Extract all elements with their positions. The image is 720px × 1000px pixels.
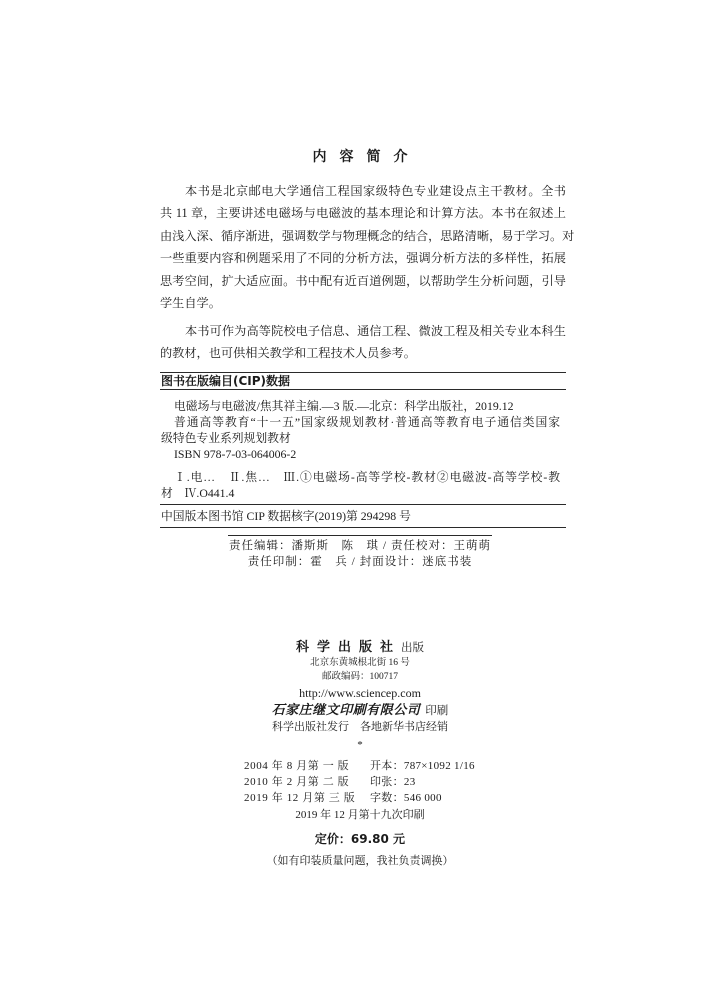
cip-line: 级特色专业系列规划教材 [161,431,291,445]
summary-paragraph-1 [160,180,575,314]
edition-table [244,758,475,806]
cip-bottom-rule [160,527,566,528]
summary-line: 由浅入深、循序渐进，强调数学与物理概念的结合，思路清晰，易于学习。对 [160,228,575,243]
publisher-url: http://www.sciencep.com [299,686,421,700]
edition-date: 2004 年 8 月第 一 版 [244,760,350,772]
cip-line: Ⅰ.电… Ⅱ.焦… Ⅲ.①电磁场-高等学校-教材②电磁波-高等学校-教 [174,470,560,484]
cip-entry [161,398,560,462]
cip-classification [161,469,560,501]
cip-isbn: ISBN 978-7-03-064006-2 [174,447,297,461]
summary-line: 本书可作为高等院校电子信息、通信工程、微波工程及相关专业本科生 [185,324,566,338]
cip-heading: 图书在版编目(CIP)数据 [161,374,291,388]
edition-row [244,790,475,806]
summary-line: 本书是北京邮电大学通信工程国家级特色专业建设点主干教材。全书 [185,184,566,198]
section-separator: * [357,739,363,751]
staff-credits [0,538,720,570]
edition-spec: 印张：23 [370,776,416,788]
summary-line: 一些重要内容和例题采用了不同的分析方法，强调分析方法的多样性，拓展 [160,251,566,266]
credits-line: 责任编辑：潘斯斯 陈 琪 / 责任校对：王萌萌 [229,540,491,552]
summary-line: 共 11 章，主要讲述电磁场与电磁波的基本理论和计算方法。本书在叙述上 [160,206,566,221]
cip-line: 普通高等教育“十一五”国家级规划教材·普通高等教育电子通信类国家 [174,415,560,429]
cip-record-top-rule [160,504,566,505]
cip-line: 材 Ⅳ.O441.4 [161,486,235,500]
cip-line: 电磁场与电磁波/焦其祥主编.—3 版.—北京：科学出版社，2019.12 [174,399,514,413]
edition-row [244,774,475,790]
summary-title: 内容简介 [312,149,421,165]
summary-line: 学生自学。 [160,295,221,310]
edition-spec: 字数：546 000 [370,792,442,804]
cip-top-rule [160,372,566,373]
printing-info: 2019 年 12 月第十九次印刷 [295,809,425,821]
credits-line: 责任印制：霍 兵 / 封面设计：迷底书装 [247,556,473,568]
edition-date: 2010 年 2 月第 二 版 [244,776,350,788]
summary-line: 的教材，也可供相关教学和工程技术人员参考。 [160,346,416,361]
edition-spec: 开本：787×1092 1/16 [370,760,475,772]
price: 定价：69.80 元 [314,832,406,846]
edition-date: 2019 年 12 月第 三 版 [244,792,356,804]
publisher-suffix: 出版 [401,642,424,654]
cip-heading-rule [160,389,566,390]
publisher-name: 科学出版社 [295,639,401,654]
summary-line: 思考空间，扩大适应面。书中配有近百道例题，以帮助学生分析问题，引导 [160,273,566,288]
cip-record: 中国版本图书馆 CIP 数据核字(2019)第 294298 号 [161,509,411,523]
publisher-line [0,639,720,655]
quality-notice: （如有印装质量问题，我社负责调换） [266,855,454,867]
publisher-address: 北京东黄城根北街 16 号 [310,658,410,668]
printer-line [0,702,720,718]
printer-name: 石家庄继文印刷有限公司 [271,702,421,717]
edition-row [244,758,475,774]
publisher-postcode: 邮政编码：100717 [321,672,398,682]
cip-record-block [161,508,560,524]
distribution-line: 科学出版社发行 各地新华书店经销 [272,721,448,733]
summary-paragraph-2 [160,320,566,365]
printer-suffix: 印刷 [425,705,449,717]
credits-rule [228,535,492,536]
